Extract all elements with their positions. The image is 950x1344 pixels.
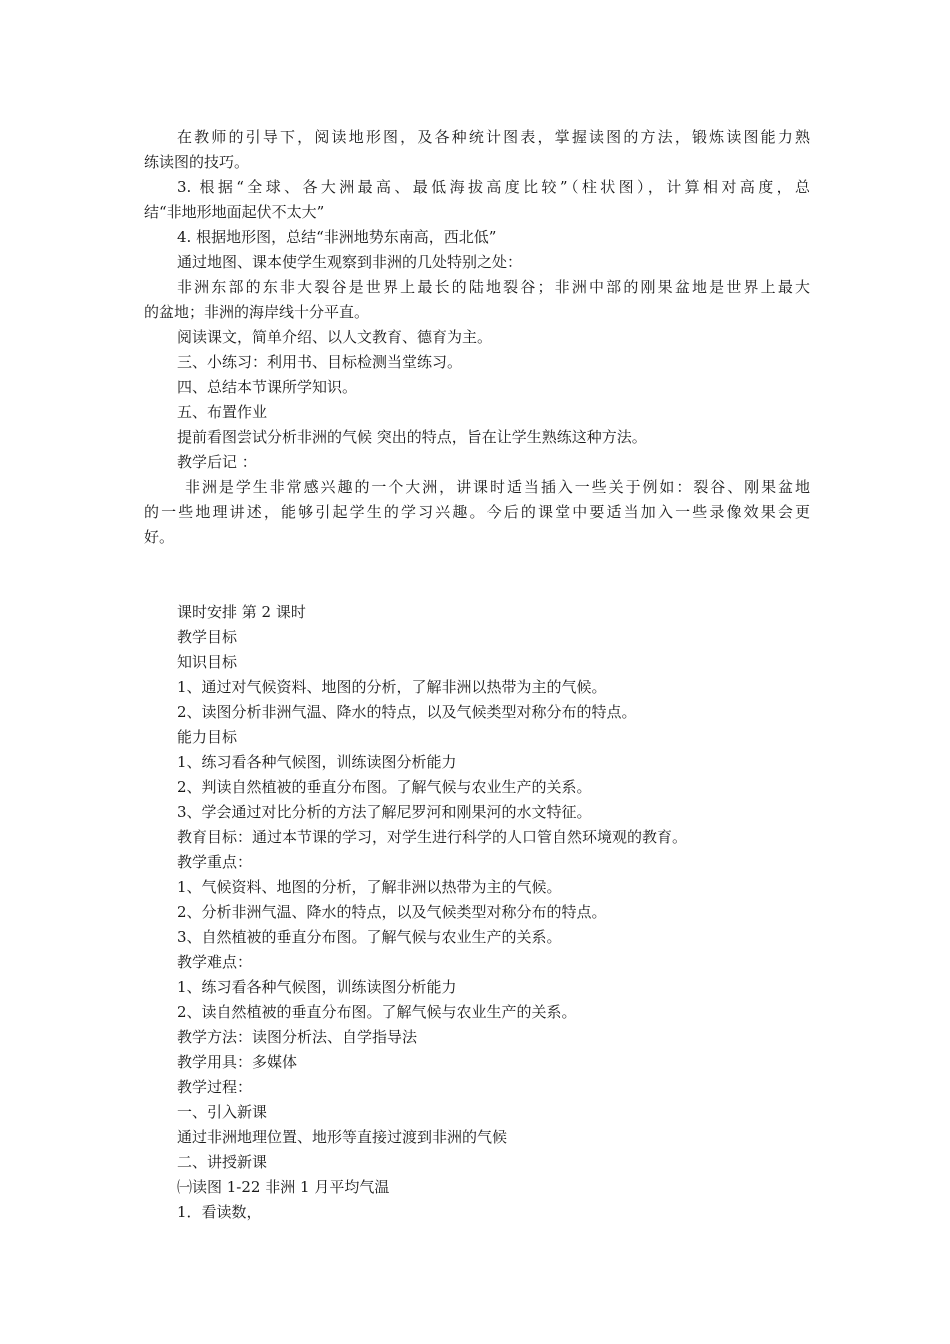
paragraph-line: 结“非地形地面起伏不太大” [144,203,325,221]
paragraph-line: 课时安排 第 2 课时 [177,603,306,621]
paragraph-line: 1．看读数， [177,1203,262,1221]
paragraph-line: 阅读课文，简单介绍、以人文教育、德育为主。 [177,328,493,346]
paragraph-line: 四、总结本节课所学知识。 [177,378,358,396]
paragraph-line: 通过地图、课本使学生观察到非洲的几处特别之处： [177,253,523,271]
paragraph-line: 教学难点： [177,953,253,971]
paragraph-line: 4. 根据地形图，总结“非洲地势东南高，西北低” [177,228,497,246]
paragraph-line: 1、练习看各种气候图，训练读图分析能力 [177,978,457,996]
paragraph-line: 通过非洲地理位置、地形等直接过渡到非洲的气候 [177,1128,508,1146]
paragraph-line: 在教师的引导下，阅读地形图，及各种统计图表，掌握读图的方法，锻炼读图能力熟 [177,128,810,146]
paragraph-line: 3、自然植被的垂直分布图。了解气候与农业生产的关系。 [177,928,562,946]
paragraph-line: 2、判读自然植被的垂直分布图。了解气候与农业生产的关系。 [177,778,592,796]
paragraph-line: 教学方法：读图分析法、自学指导法 [177,1028,418,1046]
paragraph-line: 三、小练习：利用书、目标检测当堂练习。 [177,353,463,371]
paragraph-line: 教学过程： [177,1078,253,1096]
paragraph-line: 1、练习看各种气候图，训练读图分析能力 [177,753,457,771]
paragraph-line: 教学重点： [177,853,253,871]
paragraph-line: 的一些地理讲述，能够引起学生的学习兴趣。今后的课堂中要适当加入一些录像效果会更 [144,503,810,521]
paragraph-line: 2、读自然植被的垂直分布图。了解气候与农业生产的关系。 [177,1003,577,1021]
paragraph-line: 能力目标 [177,728,238,746]
paragraph-line: 非洲东部的东非大裂谷是世界上最长的陆地裂谷；非洲中部的刚果盆地是世界上最大 [177,278,810,296]
paragraph-line: 知识目标 [177,653,238,671]
paragraph-line: 教学目标 [177,628,238,646]
paragraph-line: 1、气候资料、地图的分析，了解非洲以热带为主的气候。 [177,878,562,896]
paragraph-line: 教学后记 ： [177,453,257,471]
paragraph-line: 五、布置作业 [177,403,268,421]
paragraph-line: 二、讲授新课 [177,1153,268,1171]
paragraph-line: 一、引入新课 [177,1103,268,1121]
paragraph-line: 教学用具：多媒体 [177,1053,298,1071]
paragraph-line: 3、学会通过对比分析的方法了解尼罗河和刚果河的水文特征。 [177,803,592,821]
paragraph-line: 1、通过对气候资料、地图的分析，了解非洲以热带为主的气候。 [177,678,607,696]
paragraph-line: 3. 根据“全球、各大洲最高、最低海拔高度比较”（柱状图），计算相对高度，总 [177,178,810,196]
paragraph-line: ㈠读图 1-22 非洲 1 月平均气温 [177,1178,390,1196]
paragraph-line: 非洲是学生非常感兴趣的一个大洲，讲课时适当插入一些关于例如：裂谷、刚果盆地 [185,478,810,496]
paragraph-line: 提前看图尝试分析非洲的气候 突出的特点，旨在让学生熟练这种方法。 [177,428,647,446]
paragraph-line: 教育目标：通过本节课的学习，对学生进行科学的人口管自然环境观的教育。 [177,828,688,846]
paragraph-line: 好。 [144,528,175,546]
paragraph-line: 2、分析非洲气温、降水的特点，以及气候类型对称分布的特点。 [177,903,607,921]
paragraph-line: 的盆地；非洲的海岸线十分平直。 [144,303,370,321]
paragraph-line: 练读图的技巧。 [144,153,250,171]
paragraph-line: 2、读图分析非洲气温、降水的特点，以及气候类型对称分布的特点。 [177,703,637,721]
